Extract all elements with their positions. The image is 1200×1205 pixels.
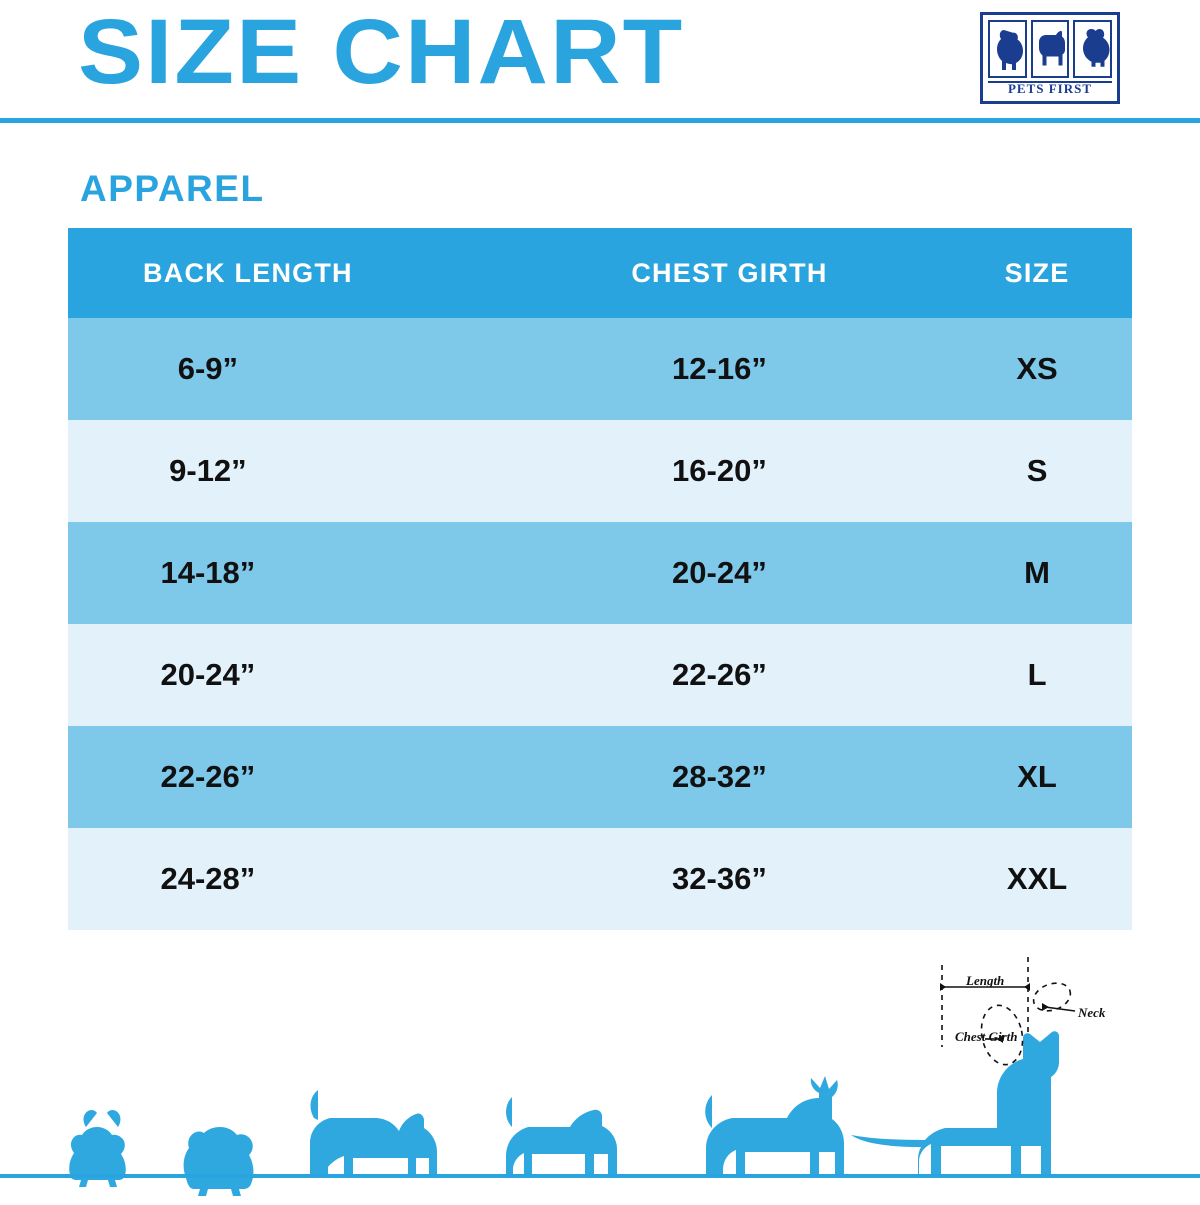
cell-chest-girth: 16-20” [547,420,951,522]
cell-back-length: 22-26” [68,726,547,828]
dog-sitting-icon [988,20,1027,78]
column-header-chest-girth: CHEST GIRTH [547,228,951,318]
table-row [68,828,1132,930]
silhouettes-svg [0,935,1200,1200]
page-title: SIZE CHART [78,1,685,103]
cell-chest-girth: 22-26” [547,624,951,726]
cell-size: L [951,624,1132,726]
table-row [68,420,1132,522]
label-length: Length [966,973,1005,988]
cell-size: S [951,420,1132,522]
cell-back-length: 9-12” [68,420,547,522]
header-divider [0,118,1200,123]
dog-silhouette-band [0,935,1200,1200]
dog-standing-icon [1031,20,1070,78]
cell-size: XL [951,726,1132,828]
cell-chest-girth: 12-16” [547,318,951,420]
cell-back-length: 20-24” [68,624,547,726]
brand-logo [980,12,1120,104]
label-chest-girth: Chest Girth [955,1029,1018,1044]
header [0,0,1200,122]
logo-dog-panels [988,20,1112,78]
cell-size: XS [951,318,1132,420]
dog-begging-icon [1073,20,1112,78]
baseline-rule [0,1174,1200,1178]
cell-back-length: 6-9” [68,318,547,420]
cell-back-length: 14-18” [68,522,547,624]
table-header-row [68,228,1132,318]
cell-size: XXL [951,828,1132,930]
cell-back-length: 24-28” [68,828,547,930]
column-header-size: SIZE [951,228,1132,318]
table-row [68,624,1132,726]
cell-size: M [951,522,1132,624]
table-row [68,318,1132,420]
cell-chest-girth: 32-36” [547,828,951,930]
table-row [68,726,1132,828]
size-table [68,228,1132,930]
spaniel-silhouette [506,1097,617,1178]
beagle-silhouette [310,1090,437,1178]
size-table-container [68,228,1132,930]
column-header-back-length: BACK LENGTH [68,228,547,318]
cell-chest-girth: 28-32” [547,726,951,828]
table-row [68,522,1132,624]
table-body [68,318,1132,930]
table-header [68,228,1132,318]
section-label-apparel: APPAREL [80,168,265,209]
logo-brand-text: PETS FIRST [1007,81,1093,96]
cell-chest-girth: 20-24” [547,522,951,624]
large-dog-measurement-diagram [851,1031,1059,1178]
pug-silhouette [184,1127,254,1196]
label-neck: Neck [1078,1005,1106,1020]
terrier-silhouette [705,1076,844,1178]
